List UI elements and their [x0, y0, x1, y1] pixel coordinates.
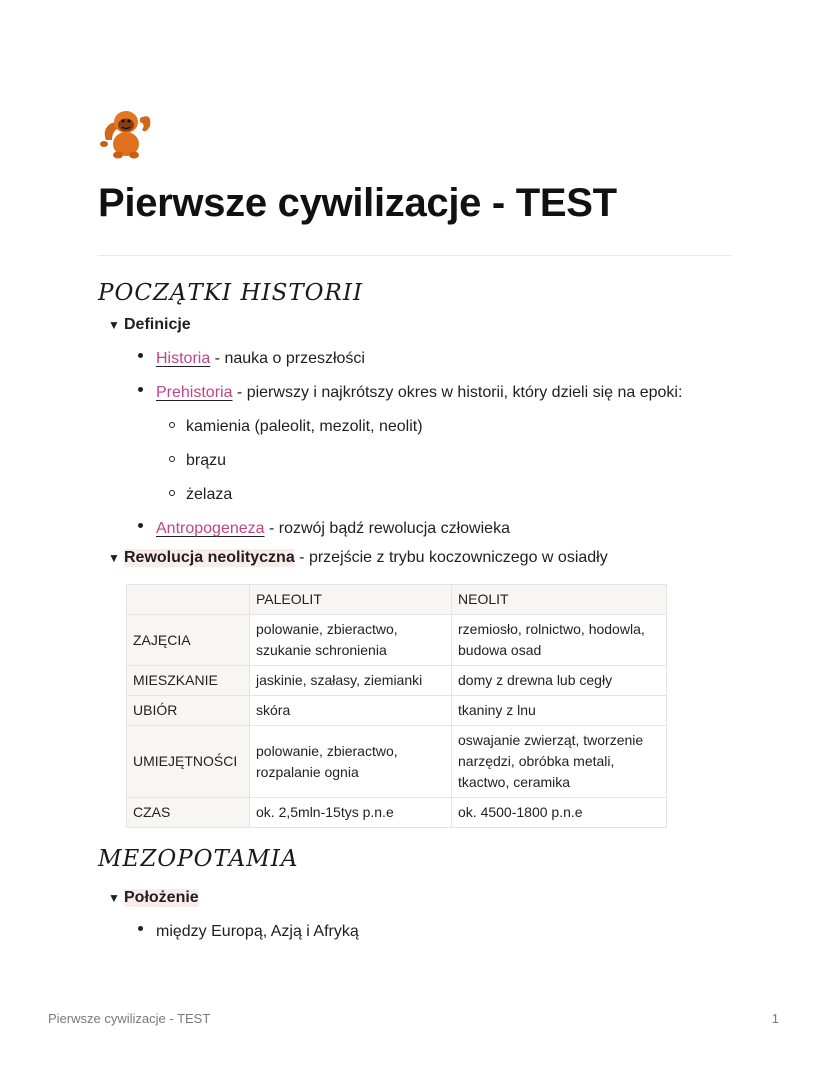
table-cell: ok. 2,5mln-15tys p.n.e: [250, 798, 452, 828]
footer-page-number: 1: [771, 1011, 779, 1026]
table-cell: UBIÓR: [127, 696, 250, 726]
table-header-cell: PALEOLIT: [250, 585, 452, 615]
table-row: [127, 666, 667, 696]
list-item: między Europą, Azją i Afryką: [138, 915, 732, 949]
footer-doc-title: Pierwsze cywilizacje - TEST: [48, 1011, 211, 1026]
toggle-label: Definicje: [124, 316, 191, 333]
term-link[interactable]: Historia: [156, 350, 211, 367]
section-heading-poczatki: POCZĄTKI HISTORII: [98, 280, 364, 306]
toggle-label: Rewolucja neolityczna: [124, 549, 295, 566]
definition-text: - rozwój bądź rewolucja człowieka: [264, 520, 510, 537]
document-page: [98, 100, 732, 949]
toggle-definicje[interactable]: [108, 313, 732, 337]
table-cell: CZAS: [127, 798, 250, 828]
table-header-row: [127, 585, 667, 615]
page-title: Pierwsze cywilizacje - TEST: [98, 181, 617, 225]
toggle-triangle-icon: ▼: [108, 551, 120, 565]
table-cell: ZAJĘCIA: [127, 615, 250, 666]
table-cell: MIESZKANIE: [127, 666, 250, 696]
table-cell: rzemiosło, rolnictwo, hodowla, budowa osad: [452, 615, 667, 666]
table-row: [127, 726, 667, 798]
table-cell: UMIEJĘTNOŚCI: [127, 726, 250, 798]
toggle-triangle-icon: ▼: [108, 318, 120, 332]
table-cell: polowanie, zbieractwo, szukanie schronienia: [250, 615, 452, 666]
comparison-table: [126, 584, 667, 828]
title-divider: [98, 255, 732, 256]
table-cell: skóra: [250, 696, 452, 726]
term-link[interactable]: Antropogeneza: [156, 520, 265, 537]
definitions-list-continued: [98, 512, 732, 546]
definition-text: - pierwszy i najkrótszy okres w historii, który dzieli się na epoki:: [232, 384, 683, 401]
list-item: [138, 512, 732, 546]
table-row: [127, 798, 667, 828]
table-header-cell: [127, 585, 250, 615]
toggle-polozenie[interactable]: [108, 886, 732, 910]
list-item: [138, 376, 732, 410]
definitions-list: [98, 342, 732, 410]
table-cell: domy z drewna lub cegły: [452, 666, 667, 696]
list-item: kamienia (paleolit, mezolit, neolit): [168, 410, 732, 444]
list-item: brązu: [168, 444, 732, 478]
table-cell: jaskinie, szałasy, ziemianki: [250, 666, 452, 696]
list-item: żelaza: [168, 478, 732, 512]
epochs-list: [98, 410, 732, 512]
table-cell: polowanie, zbieractwo, rozpalanie ognia: [250, 726, 452, 798]
table-cell: tkaniny z lnu: [452, 696, 667, 726]
toggle-rewolucja[interactable]: [108, 546, 732, 570]
toggle-triangle-icon: ▼: [108, 891, 120, 905]
toggle-suffix: - przejście z trybu koczowniczego w osiadły: [294, 549, 608, 566]
table-row: [127, 696, 667, 726]
table-header-cell: NEOLIT: [452, 585, 667, 615]
section-heading-mezopotamia: MEZOPOTAMIA: [98, 846, 299, 872]
definition-text: - nauka o przeszłości: [210, 350, 365, 367]
table-cell: oswajanie zwierząt, tworzenie narzędzi, obróbka metali, tkactwo, ceramika: [452, 726, 667, 798]
table-row: [127, 615, 667, 666]
orangutan-icon: [96, 100, 156, 162]
term-link[interactable]: Prehistoria: [156, 384, 233, 401]
list-item: [138, 342, 732, 376]
toggle-label: Położenie: [124, 889, 199, 906]
table-cell: ok. 4500-1800 p.n.e: [452, 798, 667, 828]
location-list: [98, 915, 732, 949]
